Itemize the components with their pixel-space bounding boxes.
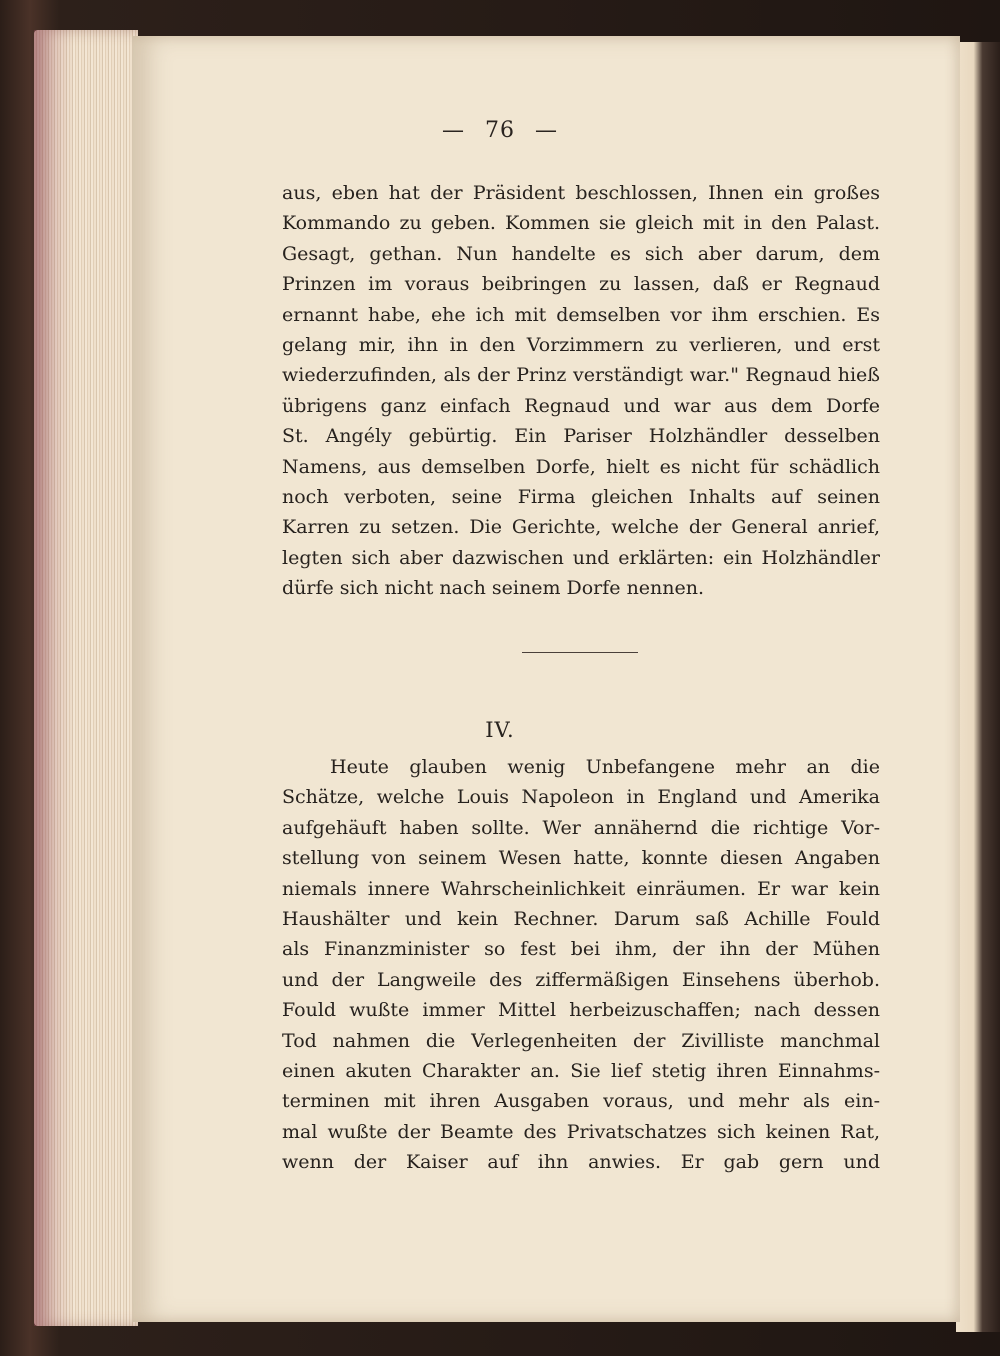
text-line: dürfe sich nicht nach seinem Dorfe nennen. (282, 577, 705, 600)
text-line: Haushälter und kein Rechner. Darum saß Achille Fould (282, 907, 880, 930)
page-number (0, 118, 1000, 143)
text-line: als Finanzminister so fest bei ihm, der ihn der Mühen (282, 938, 880, 961)
text-line: St. Angély gebürtig. Ein Pariser Holzhändler desselben (282, 425, 880, 448)
text-line: Prinzen im voraus beibringen zu lassen, daß er Regnaud (282, 273, 880, 296)
page-number-value: 76 (485, 118, 515, 143)
right-page-edge (956, 42, 1000, 1332)
text-line: legten sich aber dazwischen und erklärten: ein Holzhändler (282, 546, 880, 569)
text-line: ernannt habe, ehe ich mit demselben vor ihm erschien. Es (282, 303, 880, 326)
section-divider (522, 652, 638, 653)
paragraph-2 (282, 752, 880, 1177)
text-line: Kommando zu geben. Kommen sie gleich mit in den Palast. (282, 212, 880, 235)
text-line: aufgehäuft haben sollte. Wer annähernd die richtige Vor- (282, 816, 880, 839)
text-line: noch verboten, seine Firma gleichen Inhalts auf seinen (282, 485, 880, 508)
text-line: wenn der Kaiser auf ihn anwies. Er gab gern und (282, 1151, 880, 1174)
text-line: übrigens ganz einfach Regnaud und war aus dem Dorfe (282, 394, 880, 417)
text-line: wiederzufinden, als der Prinz verständigt war." Regnaud hieß (282, 364, 880, 387)
page-number-dash-left: — (442, 118, 465, 143)
text-line: Namens, aus demselben Dorfe, hielt es nicht für schädlich (282, 455, 880, 478)
page-block-edges (34, 30, 138, 1326)
text-line: aus, eben hat der Präsident beschlossen, Ihnen ein großes (282, 182, 880, 204)
text-line: terminen mit ihren Ausgaben voraus, und mehr als ein- (282, 1090, 880, 1113)
text-line: niemals innere Wahrscheinlichkeit einräumen. Er war kein (282, 877, 880, 900)
text-line: gelang mir, ihn in den Vorzimmern zu verlieren, und erst (282, 333, 880, 356)
text-line: Tod nahmen die Verlegenheiten der Zivilliste manchmal (282, 1029, 880, 1052)
text-line: einen akuten Charakter an. Sie lief stetig ihren Einnahms- (282, 1059, 880, 1082)
paragraph-1 (282, 178, 880, 603)
text-line: Gesagt, gethan. Nun handelte es sich aber darum, dem (282, 242, 880, 265)
page-number-dash-right: — (535, 118, 558, 143)
text-line: Heute glauben wenig Unbefangene mehr an die (330, 756, 880, 778)
text-line: und der Langweile des ziffermäßigen Einsehens überhob. (282, 968, 880, 991)
text-line: Karren zu setzen. Die Gerichte, welche der General anrief, (282, 516, 880, 539)
section-heading: IV. (485, 718, 515, 742)
text-line: mal wußte der Beamte des Privatschatzes sich keinen Rat, (282, 1120, 880, 1143)
text-line: stellung von seinem Wesen hatte, konnte diesen Angaben (282, 847, 880, 870)
text-line: Schätze, welche Louis Napoleon in England und Amerika (282, 786, 880, 809)
text-line: Fould wußte immer Mittel herbeizuschaffen; nach dessen (282, 999, 880, 1022)
